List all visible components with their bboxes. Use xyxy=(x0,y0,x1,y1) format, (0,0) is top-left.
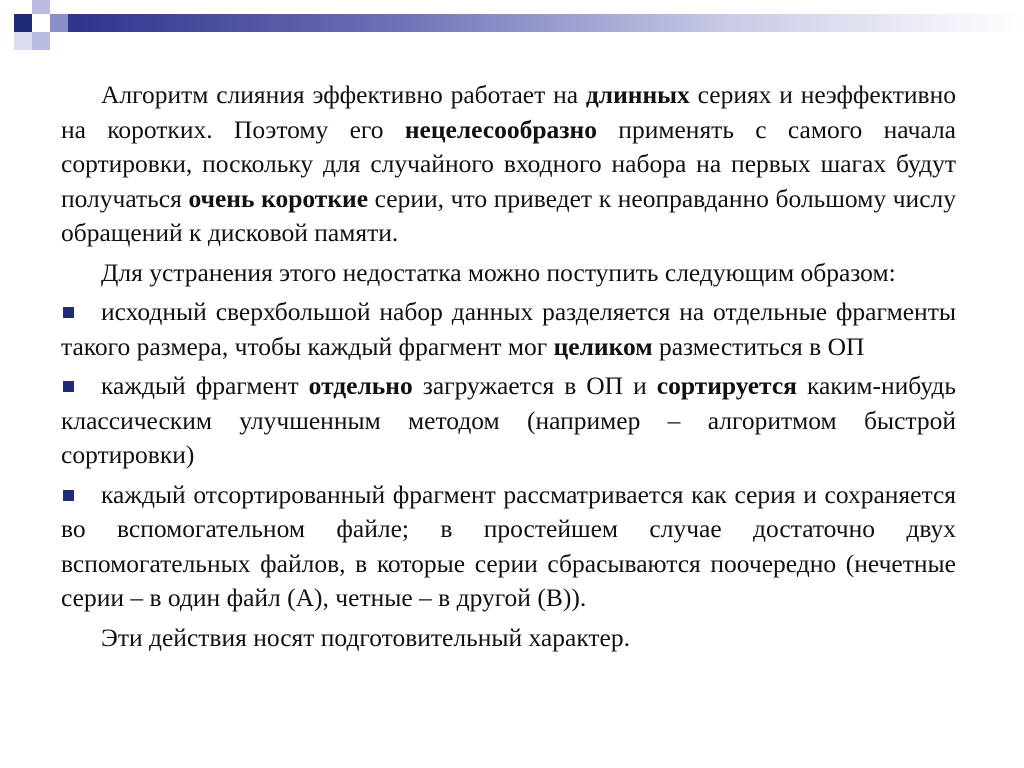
emphasis: сортируется xyxy=(656,371,797,400)
text: сериях и неэффективно на коротких. Поэтому его xyxy=(61,80,956,144)
text: исходный сверхбольшой набор данных разделяется на отдельные фрагменты такого размера, чтобы каждый фрагмент мог xyxy=(61,297,956,361)
bullet-square-icon xyxy=(63,381,74,392)
decor-square-light xyxy=(32,32,50,50)
header-decoration xyxy=(0,0,1024,60)
decor-square-pale xyxy=(14,32,32,50)
decor-square-medium xyxy=(50,14,68,32)
text: каким-нибудь классическим улучшенным методом (например – алгоритмом быстрой сортировки) xyxy=(61,371,957,469)
text: загружается в ОП и xyxy=(412,371,657,400)
text: каждый фрагмент xyxy=(101,371,309,400)
emphasis: длинных xyxy=(585,80,690,109)
bullet-square-icon xyxy=(63,307,74,318)
list-item xyxy=(61,369,956,473)
emphasis: нецелесообразно xyxy=(404,114,597,144)
paragraph-solution: Для устранения этого недостатка можно поступить следующим образом: xyxy=(101,257,896,287)
emphasis: очень короткие xyxy=(188,183,369,213)
text: применять с самого начала сортировки, поскольку для случайного входного набора на первых шагах будут получаться xyxy=(61,114,956,213)
list-item xyxy=(61,295,956,364)
text: Алгоритм слияния эффективно работает на xyxy=(101,80,586,109)
text: каждый отсортированный фрагмент рассматривается как серия и сохраняется во вспомогательном файле; в простейшем случае достаточно двух вспомогательных файлов, в которые серии сбрасываются поочередно (нечетные серии – в один файл (А), четные – в другой (В)). xyxy=(61,479,956,612)
decor-square-dark xyxy=(14,14,32,32)
emphasis: отдельно xyxy=(308,371,413,400)
decor-square-light xyxy=(32,0,50,14)
emphasis: целиком xyxy=(553,331,653,361)
slide-body xyxy=(61,78,956,660)
list-item xyxy=(61,478,956,616)
text: серии, что приведет к неоправданно большому числу обращений к дисковой памяти. xyxy=(61,183,956,247)
paragraph-intro xyxy=(61,78,956,251)
header-gradient-bar xyxy=(50,14,1024,32)
bullet-square-icon xyxy=(63,490,74,501)
text: разместиться в ОП xyxy=(652,331,865,361)
paragraph-conclusion: Эти действия носят подготовительный характер. xyxy=(101,622,630,652)
